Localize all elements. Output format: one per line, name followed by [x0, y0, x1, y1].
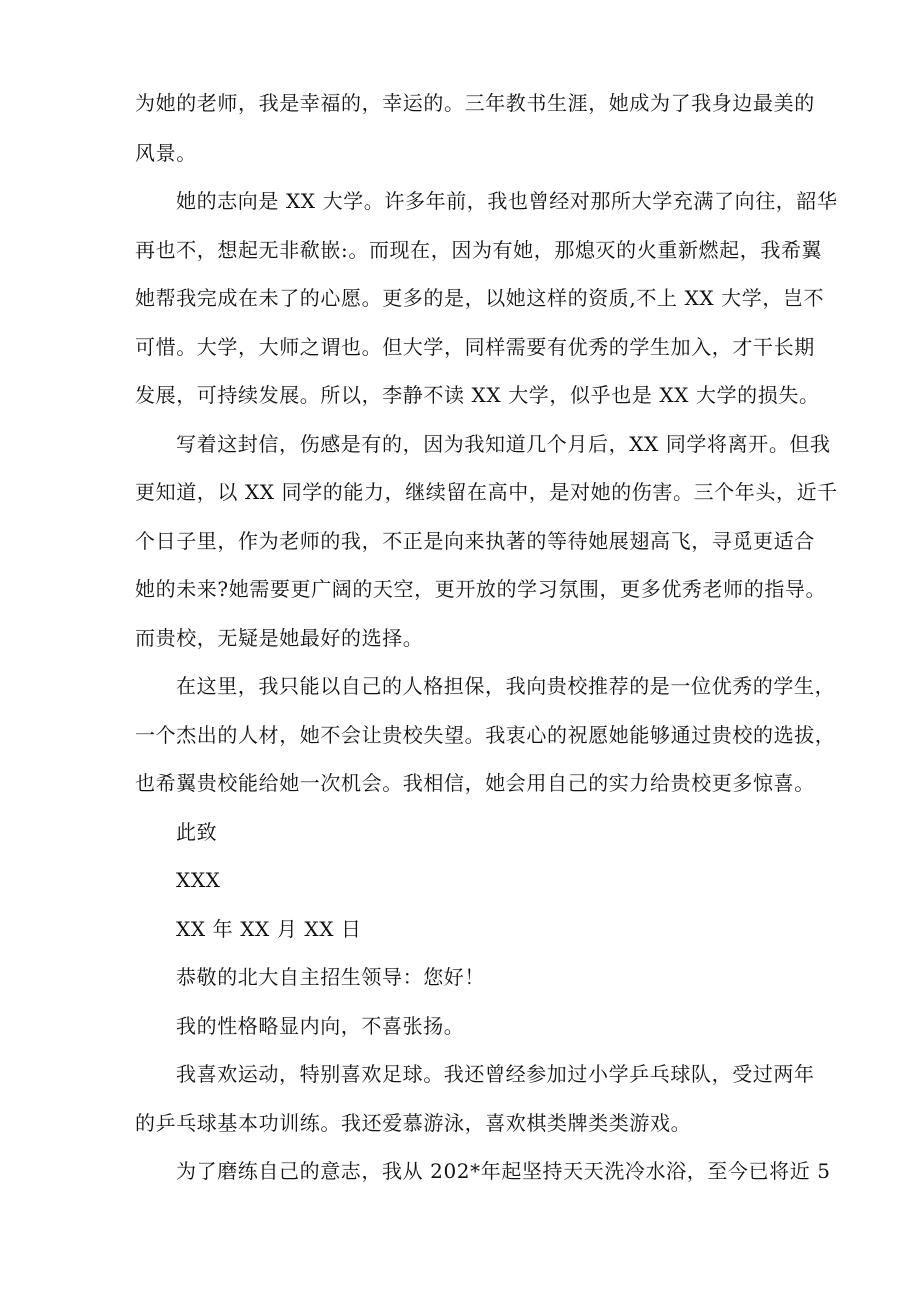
text-line: 也希翼贵校能给她一次机会。我相信，她会用自己的实力给贵校更多惊喜。: [135, 771, 815, 795]
letter-greeting: 恭敬的北大自主招生领导：您好！: [176, 965, 485, 989]
paragraph-start-line: 她的志向是 XX 大学。许多年前，我也曾经对那所大学充满了向往，韶华: [176, 189, 838, 213]
text-line: 为她的老师，我是幸福的，幸运的。三年教书生涯，她成为了我身边最美的: [135, 91, 815, 115]
text-line: 可惜。大学，大师之谓也。但大学，同样需要有优秀的学生加入，才干长期: [135, 335, 815, 359]
paragraph-start-line: 写着这封信，伤感是有的，因为我知道几个月后，XX 同学将离开。但我: [176, 432, 831, 456]
paragraph-start-line: 为了磨练自己的意志，我从 202*年起坚持天天洗冷水浴，至今已将近 5: [176, 1159, 831, 1183]
text-line: 她的未来?她需要更广阔的天空，更开放的学习氛围，更多优秀老师的指导。: [135, 577, 827, 601]
signature: XXX: [176, 868, 221, 892]
text-line: 的乒乓球基本功训练。我还爱慕游泳，喜欢棋类牌类类游戏。: [135, 1111, 692, 1135]
date-line: XX 年 XX 月 XX 日: [176, 917, 362, 941]
text-line: 更知道，以 XX 同学的能力，继续留在高中，是对她的伤害。三个年头，近千: [135, 480, 838, 504]
text-line: 发展，可持续发展。所以，李静不读 XX 大学，似乎也是 XX 大学的损失。: [135, 383, 820, 407]
text-line: 而贵校，无疑是她最好的选择。: [135, 626, 424, 650]
text-line: 一个杰出的人材，她不会让贵校失望。我衷心的祝愿她能够通过贵校的选拔，: [135, 723, 836, 747]
text-line: 个日子里，作为老师的我，不正是向来执著的等待她展翅高飞，寻觅更适合: [135, 529, 815, 553]
closing-salutation: 此致: [176, 820, 218, 844]
text-line: 再也不，想起无非欷嵌:。而现在，因为有她，那熄灭的火重新燃起，我希翼: [135, 238, 823, 262]
paragraph-start-line: 我的性格略显内向，不喜张扬。: [176, 1014, 465, 1038]
paragraph-start-line: 在这里，我只能以自己的人格担保，我向贵校推荐的是一位优秀的学生，: [176, 674, 836, 698]
text-line: 风景。: [135, 141, 197, 165]
text-line: 她帮我完成在未了的心愿。更多的是，以她这样的资质,不上 XX 大学，岂不: [135, 286, 825, 310]
paragraph-start-line: 我喜欢运动，特别喜欢足球。我还曾经参加过小学乒乓球队，受过两年: [176, 1062, 815, 1086]
